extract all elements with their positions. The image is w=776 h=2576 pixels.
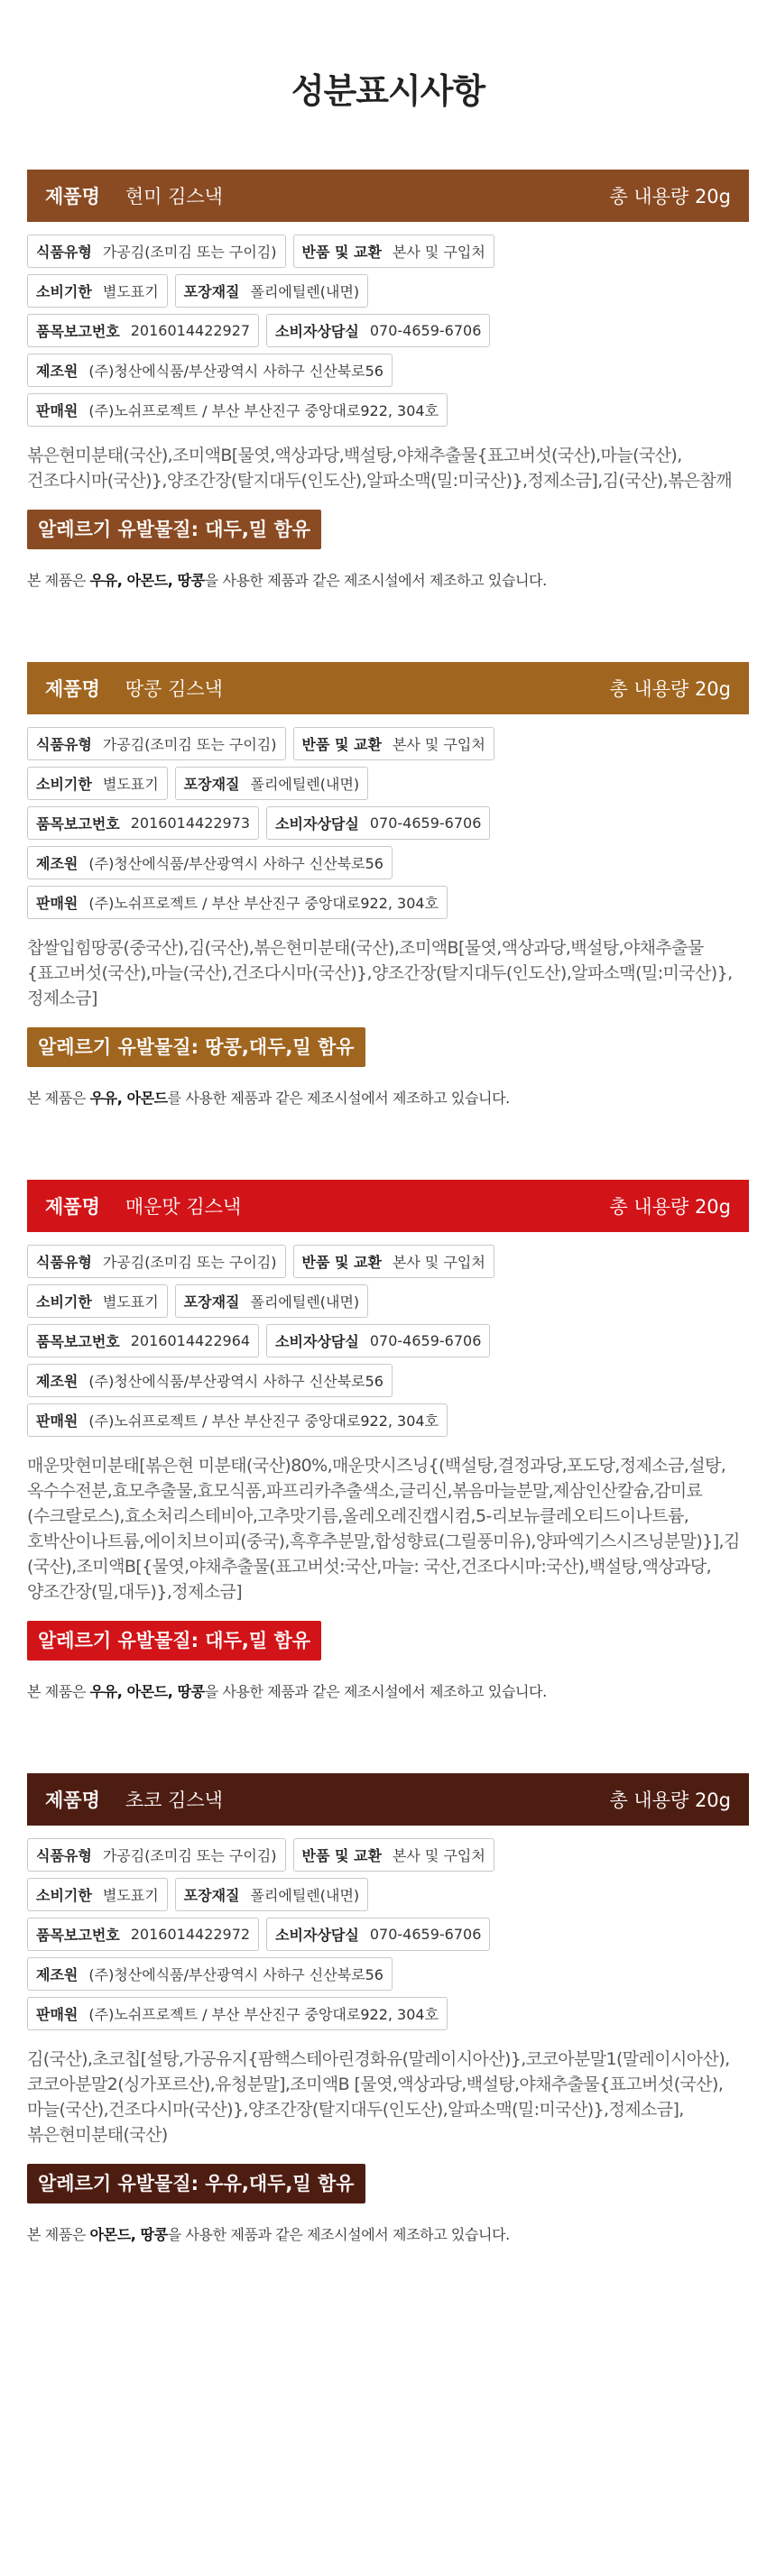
packaging-value: 폴리에틸렌(내면) — [250, 776, 360, 793]
ingredients-text: 찹쌀입힘땅콩(중국산),김(국산),볶은현미분태(국산),조미액B[물엿,액상과당,백설탕,야채추출물{표고버섯(국산),마늘(국산),건조다시마(국산)},양조간장(탈지대두(인도산),알파소맥(밀:미국산)},정제소금] — [27, 938, 733, 1008]
maker-label: 제조원 — [36, 855, 79, 872]
product-volume: 총 내용량 20g — [609, 186, 731, 207]
allergy-badge: 알레르기 유발물질: 우유,대두,밀 함유 — [27, 2164, 365, 2203]
packaging-cell — [175, 1878, 369, 1911]
consumer-value: 070-4659-6706 — [369, 1332, 482, 1349]
consumer-value: 070-4659-6706 — [369, 814, 482, 832]
consumer-label: 소비자상담실 — [275, 1927, 359, 1944]
report-no-value: 2016014422973 — [130, 814, 251, 832]
maker-label: 제조원 — [36, 1966, 79, 1983]
exchange-cell — [293, 1838, 494, 1872]
seller-value: (주)노쉬프로젝트 / 부산 부산진구 중앙대로922, 304호 — [88, 402, 439, 419]
exchange-label: 반품 및 교환 — [301, 736, 382, 753]
exchange-value: 본사 및 구입처 — [392, 736, 485, 753]
consumer-cell — [266, 806, 490, 840]
consumer-label: 소비자상담실 — [275, 323, 359, 340]
packaging-value: 폴리에틸렌(내면) — [250, 283, 360, 300]
report-no-value: 2016014422972 — [130, 1926, 251, 1943]
food-type-value: 가공김(조미김 또는 구이김) — [102, 1847, 277, 1864]
maker-cell — [27, 846, 393, 879]
product-section-spicy — [27, 1180, 749, 1701]
food-type-value: 가공김(조미김 또는 구이김) — [102, 244, 277, 261]
food-type-label: 식품유형 — [36, 1847, 92, 1864]
maker-label: 제조원 — [36, 1373, 79, 1390]
seller-label: 판매원 — [36, 1412, 79, 1430]
food-type-label: 식품유형 — [36, 1254, 92, 1271]
packaging-cell — [175, 274, 369, 308]
exchange-label: 반품 및 교환 — [301, 1254, 382, 1271]
seller-value: (주)노쉬프로젝트 / 부산 부산진구 중앙대로922, 304호 — [88, 895, 439, 912]
seller-value: (주)노쉬프로젝트 / 부산 부산진구 중앙대로922, 304호 — [88, 1412, 439, 1430]
expiry-value: 별도표기 — [102, 283, 159, 300]
packaging-cell — [175, 767, 369, 800]
packaging-label: 포장재질 — [183, 1293, 240, 1311]
expiry-value: 별도표기 — [102, 1887, 159, 1904]
exchange-value: 본사 및 구입처 — [392, 1254, 485, 1271]
expiry-cell — [27, 274, 168, 308]
packaging-value: 폴리에틸렌(내면) — [250, 1887, 360, 1904]
product-name: 현미 김스낵 — [125, 186, 223, 207]
product-name-label: 제품명 — [45, 1196, 100, 1218]
allergy-badge: 알레르기 유발물질: 대두,밀 함유 — [27, 1621, 321, 1661]
product-header — [27, 1180, 749, 1232]
maker-cell — [27, 1364, 393, 1397]
report-no-label: 품목보고번호 — [36, 815, 120, 833]
report-no-cell — [27, 806, 259, 840]
seller-cell — [27, 886, 448, 919]
ingredients-text: 매운맛현미분태[볶은현 미분태(국산)80%,매운맛시즈닝{(백설탕,결정과당,포도당,정제소금,설탕,옥수수전분,효모추출물,효모식품,파프리카추출색소,글리신,볶음마늘분말,제삼인산칼슘,감미료(수크랄로스),효소처리스테비아,고추맛기름,올레오레진캡시컴,5-리보뉴클레오티드이나트륨,호박산이나트륨,에이치브이피(중국),흑후추분말,합성향료(그릴풍미유),양파엑기스시즈닝분말)}],김(국산),조미액B[{물엿,야채추출물(표고버섯:국산,마늘: 국산,건조다시마:국산),백설탕,액상과당,양조간장(밀,대두)},정제소금] — [27, 1456, 740, 1602]
seller-cell — [27, 393, 448, 427]
product-volume: 총 내용량 20g — [609, 1789, 731, 1811]
product-name: 초코 김스낵 — [125, 1789, 223, 1811]
exchange-cell — [293, 727, 494, 760]
product-name-label: 제품명 — [45, 678, 100, 700]
exchange-label: 반품 및 교환 — [301, 244, 382, 261]
facility-notice: 본 제품은 우유, 아몬드, 땅콩을 사용한 제품과 같은 제조시설에서 제조하고 있습니다. — [27, 1683, 547, 1700]
food-type-label: 식품유형 — [36, 736, 92, 753]
expiry-label: 소비기한 — [36, 1887, 92, 1904]
page-title: 성분표시사항 — [291, 71, 485, 111]
product-name: 땅콩 김스낵 — [125, 678, 223, 700]
food-type-cell — [27, 727, 286, 760]
maker-value: (주)청산에식품/부산광역시 사하구 신산북로56 — [88, 1966, 383, 1983]
allergy-badge: 알레르기 유발물질: 대두,밀 함유 — [27, 510, 321, 549]
product-volume: 총 내용량 20g — [609, 1196, 731, 1218]
maker-cell — [27, 1957, 393, 1991]
seller-value: (주)노쉬프로젝트 / 부산 부산진구 중앙대로922, 304호 — [88, 2006, 439, 2023]
expiry-cell — [27, 767, 168, 800]
seller-label: 판매원 — [36, 402, 79, 419]
consumer-cell — [266, 314, 490, 347]
consumer-label: 소비자상담실 — [275, 815, 359, 833]
maker-label: 제조원 — [36, 363, 79, 380]
packaging-cell — [175, 1284, 369, 1318]
exchange-cell — [293, 235, 494, 268]
facility-notice: 본 제품은 아몬드, 땅콩을 사용한 제품과 같은 제조시설에서 제조하고 있습니다. — [27, 2226, 510, 2243]
expiry-label: 소비기한 — [36, 776, 92, 793]
product-name: 매운맛 김스낵 — [125, 1196, 242, 1218]
consumer-label: 소비자상담실 — [275, 1333, 359, 1350]
report-no-label: 품목보고번호 — [36, 323, 120, 340]
product-header — [27, 170, 749, 222]
expiry-label: 소비기한 — [36, 1293, 92, 1311]
consumer-value: 070-4659-6706 — [369, 1926, 482, 1943]
product-name-label: 제품명 — [45, 1789, 100, 1811]
report-no-cell — [27, 1918, 259, 1951]
expiry-value: 별도표기 — [102, 1293, 159, 1311]
ingredients-text: 김(국산),초코칩[설탕,가공유지{팜핵스테아린경화유(말레이시아산)},코코아분말1(말레이시아산),코코아분말2(싱가포르산),유청분말],조미액B [물엿,액상과당,백설탕,야채추출물{표고버섯(국산),마늘(국산),건조다시마(국산)},양조간장(탈지대두(인도산),알파소맥(밀:미국산)},정제소금],볶은현미분태(국산) — [27, 2049, 730, 2145]
seller-cell — [27, 1997, 448, 2030]
packaging-label: 포장재질 — [183, 1887, 240, 1904]
expiry-value: 별도표기 — [102, 776, 159, 793]
facility-notice: 본 제품은 우유, 아몬드를 사용한 제품과 같은 제조시설에서 제조하고 있습니다. — [27, 1090, 510, 1107]
product-header — [27, 1773, 749, 1826]
product-volume: 총 내용량 20g — [609, 678, 731, 700]
packaging-value: 폴리에틸렌(내면) — [250, 1293, 360, 1311]
exchange-value: 본사 및 구입처 — [392, 1847, 485, 1864]
product-name-label: 제품명 — [45, 186, 100, 207]
food-type-cell — [27, 1838, 286, 1872]
report-no-label: 품목보고번호 — [36, 1333, 120, 1350]
packaging-label: 포장재질 — [183, 283, 240, 300]
packaging-label: 포장재질 — [183, 776, 240, 793]
expiry-cell — [27, 1284, 168, 1318]
report-no-value: 2016014422927 — [130, 322, 251, 339]
product-section-brown-rice — [27, 170, 749, 590]
report-no-value: 2016014422964 — [130, 1332, 251, 1349]
facility-notice: 본 제품은 우유, 아몬드, 땅콩을 사용한 제품과 같은 제조시설에서 제조하고 있습니다. — [27, 572, 547, 589]
product-section-choco — [27, 1773, 749, 2244]
product-section-peanut — [27, 662, 749, 1108]
food-type-cell — [27, 235, 286, 268]
allergy-badge: 알레르기 유발물질: 땅콩,대두,밀 함유 — [27, 1027, 365, 1067]
food-type-value: 가공김(조미김 또는 구이김) — [102, 1254, 277, 1271]
seller-label: 판매원 — [36, 895, 79, 912]
maker-value: (주)청산에식품/부산광역시 사하구 신산북로56 — [88, 1373, 383, 1390]
expiry-cell — [27, 1878, 168, 1911]
seller-label: 판매원 — [36, 2006, 79, 2023]
exchange-cell — [293, 1245, 494, 1278]
maker-value: (주)청산에식품/부산광역시 사하구 신산북로56 — [88, 363, 383, 380]
consumer-cell — [266, 1324, 490, 1357]
exchange-label: 반품 및 교환 — [301, 1847, 382, 1864]
exchange-value: 본사 및 구입처 — [392, 244, 485, 261]
report-no-cell — [27, 1324, 259, 1357]
report-no-cell — [27, 314, 259, 347]
maker-cell — [27, 354, 393, 387]
product-header — [27, 662, 749, 714]
report-no-label: 품목보고번호 — [36, 1927, 120, 1944]
food-type-label: 식품유형 — [36, 244, 92, 261]
food-type-cell — [27, 1245, 286, 1278]
seller-cell — [27, 1403, 448, 1437]
consumer-value: 070-4659-6706 — [369, 322, 482, 339]
ingredients-text: 볶은현미분태(국산),조미액B[물엿,액상과당,백설탕,야채추출물{표고버섯(국산),마늘(국산),건조다시마(국산)},양조간장(탈지대두(인도산),알파소맥(밀:미국산)},정제소금],김(국산),볶은참깨 — [27, 446, 733, 491]
consumer-cell — [266, 1918, 490, 1951]
maker-value: (주)청산에식품/부산광역시 사하구 신산북로56 — [88, 855, 383, 872]
food-type-value: 가공김(조미김 또는 구이김) — [102, 736, 277, 753]
expiry-label: 소비기한 — [36, 283, 92, 300]
